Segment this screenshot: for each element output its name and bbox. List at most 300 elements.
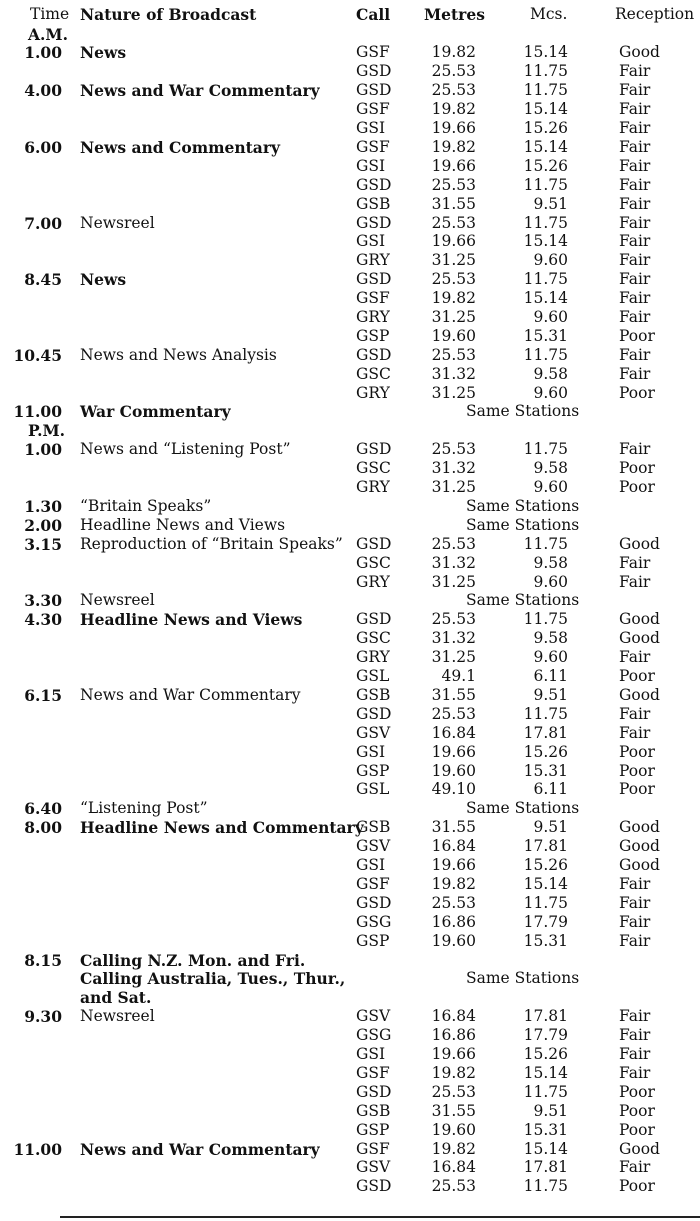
- broadcast-time: 6.40: [24, 799, 62, 818]
- wavelength-metres: 31.25: [431, 573, 476, 591]
- wavelength-metres: 19.66: [431, 119, 476, 137]
- broadcast-time: 1.00: [24, 43, 62, 62]
- reception-quality: Fair: [619, 289, 651, 307]
- schedule-row: [0, 1177, 700, 1196]
- schedule-row: [0, 176, 700, 195]
- wavelength-metres: 31.25: [431, 308, 476, 326]
- schedule-row: [0, 232, 700, 251]
- reception-quality: Good: [619, 686, 660, 704]
- wavelength-metres: 25.53: [431, 610, 476, 628]
- broadcast-nature: News and “Listening Post”: [80, 440, 291, 458]
- schedule-row: [0, 1064, 700, 1083]
- schedule-row: [0, 384, 700, 403]
- station-call: GRY: [356, 648, 390, 666]
- wavelength-metres: 19.60: [431, 762, 476, 780]
- wavelength-metres: 31.32: [431, 459, 476, 477]
- broadcast-time: 8.00: [24, 818, 62, 837]
- same-stations-note: Same Stations: [466, 402, 580, 420]
- station-call: GSI: [356, 119, 386, 137]
- wavelength-metres: 31.25: [431, 251, 476, 269]
- station-call: GSD: [356, 346, 392, 364]
- reception-quality: Fair: [619, 100, 651, 118]
- station-call: GSF: [356, 1064, 390, 1082]
- frequency-mcs: 11.75: [523, 346, 568, 364]
- schedule-row: [0, 875, 700, 894]
- frequency-mcs: 15.31: [523, 327, 568, 345]
- frequency-mcs: 15.14: [523, 138, 568, 156]
- schedule-row: [0, 743, 700, 762]
- frequency-mcs: 15.31: [523, 1121, 568, 1139]
- reception-quality: Poor: [619, 1102, 655, 1120]
- wavelength-metres: 16.84: [431, 1007, 476, 1025]
- frequency-mcs: 9.60: [533, 308, 568, 326]
- broadcast-nature: News and News Analysis: [80, 346, 277, 364]
- schedule-row: [0, 667, 700, 686]
- broadcast-nature: Newsreel: [80, 591, 155, 609]
- station-call: GSB: [356, 1102, 391, 1120]
- wavelength-metres: 19.82: [431, 100, 476, 118]
- schedule-row: [0, 856, 700, 875]
- station-call: GSG: [356, 1026, 392, 1044]
- schedule-row: [0, 478, 700, 497]
- frequency-mcs: 15.14: [523, 1064, 568, 1082]
- wavelength-metres: 19.66: [431, 743, 476, 761]
- frequency-mcs: 15.26: [523, 119, 568, 137]
- station-call: GRY: [356, 308, 390, 326]
- station-call: GSD: [356, 1083, 392, 1101]
- wavelength-metres: 25.53: [431, 214, 476, 232]
- schedule-row: [0, 780, 700, 799]
- header-time: Time: [30, 5, 70, 23]
- frequency-mcs: 11.75: [523, 1177, 568, 1195]
- frequency-mcs: 15.31: [523, 932, 568, 950]
- wavelength-metres: 25.53: [431, 440, 476, 458]
- reception-quality: Fair: [619, 176, 651, 194]
- schedule-row: [0, 119, 700, 138]
- station-call: GSD: [356, 894, 392, 912]
- wavelength-metres: 19.82: [431, 43, 476, 61]
- schedule-row: [0, 459, 700, 478]
- station-call: GSD: [356, 440, 392, 458]
- frequency-mcs: 11.75: [523, 610, 568, 628]
- reception-quality: Poor: [619, 762, 655, 780]
- frequency-mcs: 11.75: [523, 1083, 568, 1101]
- reception-quality: Poor: [619, 743, 655, 761]
- wavelength-metres: 25.53: [431, 81, 476, 99]
- schedule-row: [0, 516, 700, 535]
- schedule-row: [0, 799, 700, 818]
- station-call: GSV: [356, 1007, 391, 1025]
- wavelength-metres: 25.53: [431, 1083, 476, 1101]
- schedule-row: [0, 705, 700, 724]
- station-call: GRY: [356, 251, 390, 269]
- broadcast-time: 4.00: [24, 81, 62, 100]
- broadcast-nature: News: [80, 270, 127, 289]
- broadcast-nature: “Britain Speaks”: [80, 497, 212, 515]
- broadcast-nature: and Sat.: [80, 988, 152, 1007]
- reception-quality: Good: [619, 856, 660, 874]
- broadcast-nature: “Listening Post”: [80, 799, 208, 817]
- reception-quality: Fair: [619, 1064, 651, 1082]
- station-call: GSD: [356, 214, 392, 232]
- frequency-mcs: 15.26: [523, 1045, 568, 1063]
- schedule-row: [0, 365, 700, 384]
- reception-quality: Fair: [619, 62, 651, 80]
- frequency-mcs: 15.26: [523, 856, 568, 874]
- wavelength-metres: 31.25: [431, 478, 476, 496]
- broadcast-time: 8.15: [24, 951, 62, 970]
- schedule-row: [0, 195, 700, 214]
- broadcast-nature: Newsreel: [80, 214, 155, 232]
- station-call: GSC: [356, 459, 391, 477]
- schedule-row: [0, 951, 700, 970]
- schedule-row: [0, 270, 700, 289]
- frequency-mcs: 15.26: [523, 743, 568, 761]
- broadcast-nature: News and War Commentary: [80, 686, 301, 704]
- same-stations-note: Same Stations: [466, 799, 580, 817]
- wavelength-metres: 25.53: [431, 1177, 476, 1195]
- reception-quality: Poor: [619, 667, 655, 685]
- frequency-mcs: 15.14: [523, 1140, 568, 1158]
- broadcast-time: 3.15: [24, 535, 62, 554]
- station-call: GRY: [356, 478, 390, 496]
- reception-quality: Fair: [619, 894, 651, 912]
- frequency-mcs: 9.51: [533, 1102, 568, 1120]
- wavelength-metres: 31.55: [431, 195, 476, 213]
- wavelength-metres: 19.82: [431, 1140, 476, 1158]
- broadcast-time: 9.30: [24, 1007, 62, 1026]
- frequency-mcs: 11.75: [523, 270, 568, 288]
- schedule-row: [0, 724, 700, 743]
- reception-quality: Poor: [619, 1121, 655, 1139]
- frequency-mcs: 9.60: [533, 384, 568, 402]
- schedule-row: [0, 308, 700, 327]
- wavelength-metres: 49.1: [441, 667, 476, 685]
- frequency-mcs: 15.14: [523, 289, 568, 307]
- header-row: [0, 5, 700, 24]
- wavelength-metres: 19.66: [431, 232, 476, 250]
- station-call: GSV: [356, 1158, 391, 1176]
- broadcast-time: 3.30: [24, 591, 62, 610]
- station-call: GSD: [356, 270, 392, 288]
- schedule-row: [0, 62, 700, 81]
- broadcast-nature: Calling N.Z. Mon. and Fri.: [80, 951, 306, 970]
- wavelength-metres: 19.60: [431, 932, 476, 950]
- wavelength-metres: 19.66: [431, 157, 476, 175]
- frequency-mcs: 9.58: [533, 459, 568, 477]
- frequency-mcs: 9.60: [533, 648, 568, 666]
- broadcast-time: 6.00: [24, 138, 62, 157]
- same-stations-note: Same Stations: [466, 591, 580, 609]
- schedule-row: [0, 1045, 700, 1064]
- reception-quality: Fair: [619, 1045, 651, 1063]
- reception-quality: Good: [619, 535, 660, 553]
- broadcast-nature: Newsreel: [80, 1007, 155, 1025]
- reception-quality: Poor: [619, 384, 655, 402]
- reception-quality: Good: [619, 43, 660, 61]
- frequency-mcs: 17.81: [523, 724, 568, 742]
- frequency-mcs: 9.60: [533, 478, 568, 496]
- station-call: GSI: [356, 232, 386, 250]
- reception-quality: Good: [619, 837, 660, 855]
- wavelength-metres: 25.53: [431, 535, 476, 553]
- wavelength-metres: 19.60: [431, 327, 476, 345]
- reception-quality: Fair: [619, 119, 651, 137]
- broadcast-nature: News and War Commentary: [80, 81, 320, 100]
- wavelength-metres: 31.32: [431, 629, 476, 647]
- schedule-row: [0, 969, 700, 988]
- schedule-row: [0, 1140, 700, 1159]
- wavelength-metres: 19.60: [431, 1121, 476, 1139]
- frequency-mcs: 15.14: [523, 875, 568, 893]
- schedule-row: [0, 686, 700, 705]
- broadcast-time: 6.15: [24, 686, 62, 705]
- frequency-mcs: 6.11: [533, 667, 568, 685]
- frequency-mcs: 6.11: [533, 780, 568, 798]
- station-call: GSC: [356, 554, 391, 572]
- frequency-mcs: 15.14: [523, 100, 568, 118]
- broadcast-nature: Reproduction of “Britain Speaks”: [80, 535, 343, 553]
- frequency-mcs: 15.26: [523, 157, 568, 175]
- reception-quality: Fair: [619, 81, 651, 99]
- station-call: GSL: [356, 667, 390, 685]
- schedule-row: [0, 1007, 700, 1026]
- reception-quality: Fair: [619, 1158, 651, 1176]
- schedule-row: [0, 837, 700, 856]
- wavelength-metres: 25.53: [431, 346, 476, 364]
- reception-quality: Fair: [619, 1026, 651, 1044]
- station-call: GSD: [356, 535, 392, 553]
- station-call: GSP: [356, 932, 390, 950]
- wavelength-metres: 25.53: [431, 62, 476, 80]
- reception-quality: Fair: [619, 573, 651, 591]
- reception-quality: Fair: [619, 157, 651, 175]
- station-call: GSB: [356, 195, 391, 213]
- station-call: GSI: [356, 743, 386, 761]
- broadcast-nature: News and War Commentary: [80, 1140, 320, 1159]
- reception-quality: Fair: [619, 214, 651, 232]
- wavelength-metres: 19.66: [431, 856, 476, 874]
- wavelength-metres: 31.25: [431, 384, 476, 402]
- wavelength-metres: 25.53: [431, 705, 476, 723]
- reception-quality: Fair: [619, 308, 651, 326]
- station-call: GSF: [356, 100, 390, 118]
- schedule-row: [0, 1121, 700, 1140]
- frequency-mcs: 15.14: [523, 43, 568, 61]
- station-call: GSD: [356, 176, 392, 194]
- frequency-mcs: 9.58: [533, 629, 568, 647]
- schedule-row: [0, 535, 700, 554]
- station-call: GSC: [356, 365, 391, 383]
- schedule-row: [0, 1026, 700, 1045]
- section-label: P.M.: [28, 421, 66, 440]
- broadcast-time: 7.00: [24, 214, 62, 233]
- broadcast-nature: War Commentary: [80, 402, 231, 421]
- frequency-mcs: 15.31: [523, 762, 568, 780]
- reception-quality: Fair: [619, 932, 651, 950]
- broadcast-nature: Headline News and Views: [80, 516, 286, 534]
- schedule-row: [0, 214, 700, 233]
- station-call: GSD: [356, 705, 392, 723]
- schedule-row: [0, 554, 700, 573]
- station-call: GSF: [356, 289, 390, 307]
- wavelength-metres: 49.10: [431, 780, 476, 798]
- wavelength-metres: 19.82: [431, 138, 476, 156]
- wavelength-metres: 16.84: [431, 1158, 476, 1176]
- reception-quality: Poor: [619, 1177, 655, 1195]
- station-call: GRY: [356, 573, 390, 591]
- wavelength-metres: 25.53: [431, 270, 476, 288]
- frequency-mcs: 11.75: [523, 440, 568, 458]
- frequency-mcs: 17.81: [523, 1007, 568, 1025]
- schedule-row: [0, 327, 700, 346]
- station-call: GSV: [356, 837, 391, 855]
- station-call: GSP: [356, 762, 390, 780]
- schedule-row: [0, 762, 700, 781]
- broadcast-time: 4.30: [24, 610, 62, 629]
- schedule-row: [0, 497, 700, 516]
- schedule-row: [0, 43, 700, 62]
- schedule-row: [0, 157, 700, 176]
- reception-quality: Fair: [619, 195, 651, 213]
- broadcast-time: 1.30: [24, 497, 62, 516]
- frequency-mcs: 9.51: [533, 686, 568, 704]
- broadcast-time: 1.00: [24, 440, 62, 459]
- broadcast-time: 2.00: [24, 516, 62, 535]
- schedule-row: [0, 913, 700, 932]
- reception-quality: Poor: [619, 327, 655, 345]
- wavelength-metres: 16.84: [431, 724, 476, 742]
- broadcast-time: 11.00: [13, 1140, 62, 1159]
- reception-quality: Fair: [619, 138, 651, 156]
- schedule-row: [0, 138, 700, 157]
- reception-quality: Poor: [619, 780, 655, 798]
- station-call: GSP: [356, 1121, 390, 1139]
- station-call: GSF: [356, 875, 390, 893]
- station-call: GSP: [356, 327, 390, 345]
- station-call: GSV: [356, 724, 391, 742]
- station-call: GSD: [356, 81, 392, 99]
- schedule-row: [0, 251, 700, 270]
- frequency-mcs: 17.79: [523, 1026, 568, 1044]
- wavelength-metres: 31.25: [431, 648, 476, 666]
- station-call: GSI: [356, 157, 386, 175]
- wavelength-metres: 31.55: [431, 818, 476, 836]
- reception-quality: Good: [619, 610, 660, 628]
- section-heading: [0, 421, 700, 440]
- reception-quality: Fair: [619, 346, 651, 364]
- header-mcs: Mcs.: [530, 5, 568, 23]
- frequency-mcs: 11.75: [523, 705, 568, 723]
- schedule-row: [0, 932, 700, 951]
- reception-quality: Fair: [619, 554, 651, 572]
- station-call: GSD: [356, 62, 392, 80]
- broadcast-time: 8.45: [24, 270, 62, 289]
- header-call: Call: [356, 5, 391, 24]
- reception-quality: Fair: [619, 913, 651, 931]
- reception-quality: Poor: [619, 459, 655, 477]
- reception-quality: Fair: [619, 875, 651, 893]
- station-call: GSC: [356, 629, 391, 647]
- frequency-mcs: 9.60: [533, 251, 568, 269]
- header-metres: Metres: [424, 5, 485, 24]
- wavelength-metres: 19.82: [431, 875, 476, 893]
- frequency-mcs: 11.75: [523, 176, 568, 194]
- wavelength-metres: 19.82: [431, 1064, 476, 1082]
- frequency-mcs: 11.75: [523, 62, 568, 80]
- reception-quality: Poor: [619, 478, 655, 496]
- wavelength-metres: 25.53: [431, 176, 476, 194]
- schedule-row: [0, 894, 700, 913]
- frequency-mcs: 9.58: [533, 365, 568, 383]
- wavelength-metres: 25.53: [431, 894, 476, 912]
- wavelength-metres: 16.84: [431, 837, 476, 855]
- broadcast-nature: Headline News and Commentary: [80, 818, 364, 837]
- same-stations-note: Same Stations: [466, 497, 580, 515]
- broadcast-time: 10.45: [13, 346, 62, 365]
- reception-quality: Good: [619, 629, 660, 647]
- schedule-row: [0, 81, 700, 100]
- wavelength-metres: 31.32: [431, 554, 476, 572]
- frequency-mcs: 9.58: [533, 554, 568, 572]
- station-call: GSD: [356, 610, 392, 628]
- wavelength-metres: 16.86: [431, 1026, 476, 1044]
- reception-quality: Fair: [619, 1007, 651, 1025]
- frequency-mcs: 17.81: [523, 1158, 568, 1176]
- schedule-row: [0, 1102, 700, 1121]
- reception-quality: Fair: [619, 648, 651, 666]
- schedule-row: [0, 818, 700, 837]
- station-call: GSF: [356, 1140, 390, 1158]
- schedule-row: [0, 591, 700, 610]
- schedule-row: [0, 289, 700, 308]
- reception-quality: Fair: [619, 270, 651, 288]
- schedule-row: [0, 648, 700, 667]
- station-call: GSI: [356, 1045, 386, 1063]
- header-reception: Reception: [615, 5, 695, 23]
- wavelength-metres: 31.55: [431, 686, 476, 704]
- broadcast-nature: Headline News and Views: [80, 610, 303, 629]
- reception-quality: Fair: [619, 365, 651, 383]
- reception-quality: Fair: [619, 251, 651, 269]
- same-stations-note: Same Stations: [466, 969, 580, 987]
- wavelength-metres: 19.66: [431, 1045, 476, 1063]
- schedule-row: [0, 610, 700, 629]
- schedule-row: [0, 1158, 700, 1177]
- reception-quality: Good: [619, 818, 660, 836]
- reception-quality: Fair: [619, 440, 651, 458]
- frequency-mcs: 9.51: [533, 195, 568, 213]
- schedule-row: [0, 402, 700, 421]
- broadcast-nature: News: [80, 43, 127, 62]
- station-call: GSF: [356, 138, 390, 156]
- schedule-row: [0, 1083, 700, 1102]
- schedule-row: [0, 100, 700, 119]
- station-call: GSI: [356, 856, 386, 874]
- schedule-row: [0, 988, 700, 1007]
- reception-quality: Fair: [619, 705, 651, 723]
- section-heading: [0, 25, 700, 44]
- reception-quality: Good: [619, 1140, 660, 1158]
- wavelength-metres: 16.86: [431, 913, 476, 931]
- broadcast-nature: News and Commentary: [80, 138, 281, 157]
- frequency-mcs: 11.75: [523, 81, 568, 99]
- station-call: GSG: [356, 913, 392, 931]
- reception-quality: Fair: [619, 724, 651, 742]
- frequency-mcs: 15.14: [523, 232, 568, 250]
- frequency-mcs: 11.75: [523, 894, 568, 912]
- reception-quality: Fair: [619, 232, 651, 250]
